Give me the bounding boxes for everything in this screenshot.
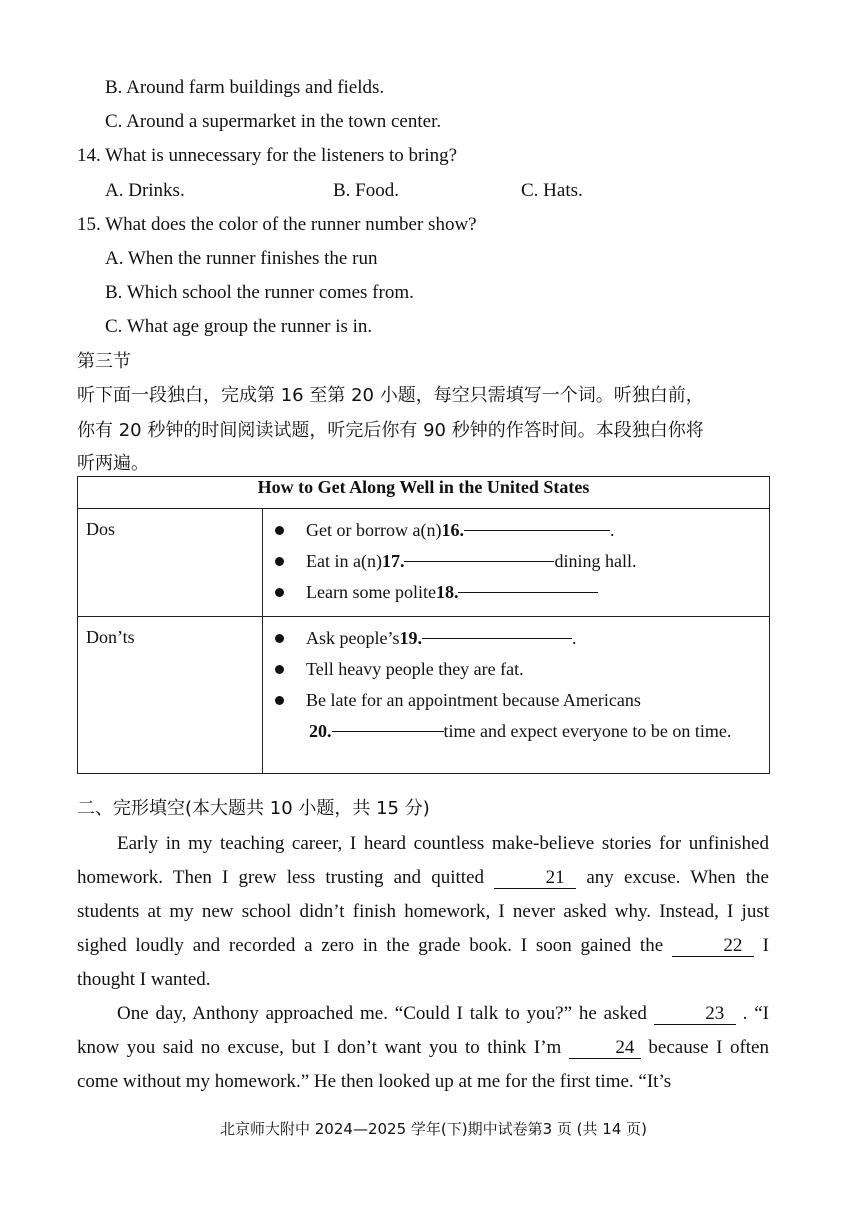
donts-item-19: Ask people’s 19. . [275, 623, 761, 654]
answer-blank-20[interactable] [332, 731, 444, 732]
q14-option-a: A. Drinks. [105, 180, 185, 201]
answer-blank-18[interactable] [458, 592, 598, 593]
donts-items [263, 617, 770, 774]
q15-option-a: A. When the runner finishes the run [105, 248, 378, 269]
cloze-paragraph-1: Early in my teaching career, I heard countless make-believe stories for unfinished homework. Then I grew less trusting and quitted 21 any excuse. When the students at my new school didn’t finish homework, I never asked why. Instead, I just sighed loudly and recorded a zero in the grade book. I soon gained the 22 I thought I wanted. [77, 833, 769, 990]
answer-blank-16[interactable] [464, 530, 610, 531]
cloze-blank-21[interactable]: 21 [494, 868, 576, 889]
blank-number-18: 18. [435, 582, 459, 602]
q13-option-b: B. Around farm buildings and fields. [105, 77, 385, 98]
donts-item-late: Be late for an appointment because Americans [275, 685, 761, 716]
section3-instruction-line1: 听下面一段独白，完成第 16 至第 20 小题，每空只需填写一个词。听独白前， [77, 385, 704, 406]
bullet-icon [275, 665, 284, 674]
q13-option-c: C. Around a supermarket in the town center. [105, 111, 442, 132]
bullet-icon [275, 526, 284, 535]
blank-number-16: 16. [441, 520, 464, 540]
dos-label: Dos [78, 509, 263, 617]
dos-items [263, 509, 770, 617]
cloze-paragraph-2: One day, Anthony approached me. “Could I talk to you?” he asked 23 . “I know you said no excuse, but I don’t want you to think I’m 24 because I often come without my homework.” He then looked up at me for the first time. “It’s [77, 1003, 770, 1092]
cloze-blank-24[interactable]: 24 [569, 1038, 641, 1059]
donts-item-fat: Tell heavy people they are fat. [275, 654, 761, 685]
blank-number-17: 17. [381, 551, 405, 571]
dos-item-18: Learn some polite 18. [275, 577, 761, 608]
part2-heading: 二、完形填空(本大题共 10 小题，共 15 分) [77, 798, 430, 819]
section3-instruction-line2: 你有 20 秒钟的时间阅读试题，听完后你有 90 秒钟的作答时间。本段独白你将 [77, 420, 704, 441]
page-footer: 北京师大附中 2024—2025 学年(下)期中试卷第3 页 (共 14 页) [220, 1120, 647, 1138]
dos-item-16: Get or borrow a(n) 16. . [275, 515, 761, 546]
dos-item-17: Eat in a(n) 17. dining hall. [275, 546, 761, 577]
donts-label: Don’ts [78, 617, 263, 774]
q14-option-b: B. Food. [333, 180, 399, 201]
q15-option-b: B. Which school the runner comes from. [105, 282, 414, 303]
table-title: How to Get Along Well in the United States [78, 477, 770, 509]
q14-option-c: C. Hats. [521, 180, 583, 201]
q15-stem: 15. What does the color of the runner number show? [77, 214, 477, 235]
q14-stem: 14. What is unnecessary for the listeners to bring? [77, 145, 458, 166]
answer-blank-19[interactable] [422, 638, 572, 639]
blank-number-19: 19. [399, 628, 422, 648]
donts-item-20: 20. time and expect everyone to be on time. [309, 721, 732, 741]
bullet-icon [275, 588, 284, 597]
bullet-icon [275, 634, 284, 643]
bullet-icon [275, 696, 284, 705]
section3-instruction-line3: 听两遍。 [77, 453, 149, 474]
section3-heading: 第三节 [77, 351, 131, 372]
cloze-blank-22[interactable]: 22 [672, 936, 754, 957]
q15-option-c: C. What age group the runner is in. [105, 316, 373, 337]
bullet-icon [275, 557, 284, 566]
blank-number-20: 20. [309, 721, 332, 741]
answer-blank-17[interactable] [404, 561, 554, 562]
listening-notes-table [77, 476, 770, 774]
cloze-blank-23[interactable]: 23 [654, 1004, 736, 1025]
